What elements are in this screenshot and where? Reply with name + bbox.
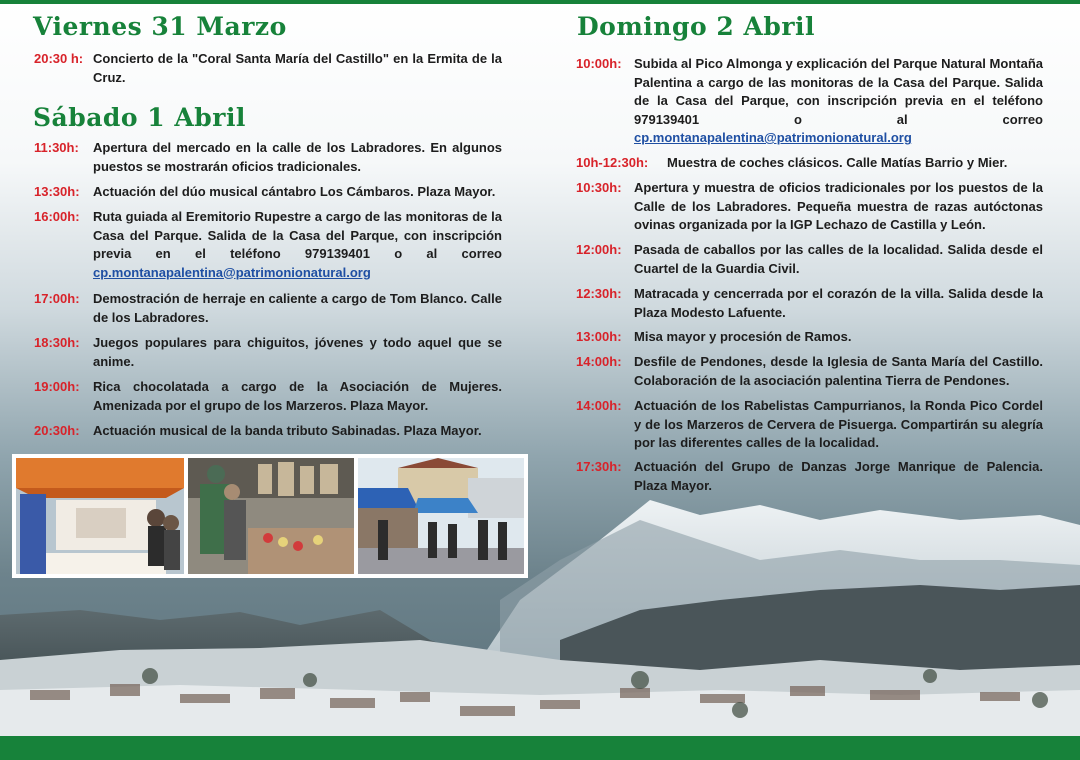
event-description: Ruta guiada al Eremitorio Rupestre a cargo de las monitoras de la Casa del Parque. Salida de la Casa del Parque, con inscripción previa en el teléfono 979139401 o al correo bbox=[93, 209, 502, 261]
day-title-sunday: Domingo 2 Abril bbox=[577, 12, 815, 41]
event-time: 14:00h: bbox=[576, 354, 622, 369]
event-time: 16:00h: bbox=[34, 209, 80, 224]
event-time: 13:30h: bbox=[34, 184, 80, 199]
event-time: 14:00h: bbox=[576, 398, 622, 413]
event-time: 13:00h: bbox=[576, 329, 622, 344]
event-time: 17:00h: bbox=[34, 291, 80, 306]
event-sunday-9 bbox=[576, 458, 1043, 495]
event-description: Apertura del mercado en la calle de los Labradores. En algunos puestos se mostrarán oficios tradicionales. bbox=[93, 140, 502, 174]
event-description: Misa mayor y procesión de Ramos. bbox=[634, 329, 852, 344]
event-description: Desfile de Pendones, desde la Iglesia de Santa María del Castillo. Colaboración de la asociación palentina Tierra de Pendones. bbox=[634, 354, 1043, 388]
event-time: 19:00h: bbox=[34, 379, 80, 394]
event-description: Matracada y cencerrada por el corazón de la villa. Salida desde la Plaza Modesto Lafuente. bbox=[634, 286, 1043, 320]
event-time: 20:30 h: bbox=[34, 51, 84, 66]
event-time: 18:30h: bbox=[34, 335, 80, 350]
event-description: Demostración de herraje en caliente a cargo de Tom Blanco. Calle de los Labradores. bbox=[93, 291, 502, 325]
event-description: Actuación del Grupo de Danzas Jorge Manrique de Palencia. Plaza Mayor. bbox=[634, 459, 1043, 493]
event-description: Rica chocolatada a cargo de la Asociación de Mujeres. Amenizada por el grupo de los Marzeros. Plaza Mayor. bbox=[93, 379, 502, 413]
email-link[interactable]: cp.montanapalentina@patrimonionatural.org bbox=[93, 264, 371, 280]
bottom-green-band bbox=[0, 736, 1080, 760]
photo-strip bbox=[12, 454, 528, 578]
event-time: 11:30h: bbox=[34, 140, 79, 155]
event-description: Apertura y muestra de oficios tradicionales por los puestos de la Calle de los Labradores. Pequeña muestra de razas autóctonas ovinas organizada por la IGP Lechazo de Castilla y León. bbox=[634, 180, 1043, 232]
event-description: Pasada de caballos por las calles de la localidad. Salida desde el Cuartel de la Guardia Civil. bbox=[634, 242, 1043, 276]
email-link[interactable]: cp.montanapalentina@patrimonionatural.org bbox=[634, 130, 912, 145]
event-description: Actuación de los Rabelistas Campurrianos, la Ronda Pico Cordel y de los Marzeros de Cervera de Pisuerga. Compartirán su alegría por las diferentes calles de la localidad. bbox=[634, 398, 1043, 450]
event-time: 10h-12:30h: bbox=[576, 155, 649, 170]
event-saturday-1 bbox=[34, 139, 502, 176]
event-time: 12:00h: bbox=[576, 242, 622, 257]
event-description: Muestra de coches clásicos. Calle Matías Barrio y Mier. bbox=[667, 155, 1008, 170]
event-description: Actuación del dúo musical cántabro Los Cámbaros. Plaza Mayor. bbox=[93, 184, 496, 199]
event-sunday-5 bbox=[576, 285, 1043, 322]
event-saturday-6 bbox=[34, 378, 502, 415]
event-sunday-6 bbox=[576, 328, 1043, 347]
event-description: Actuación musical de la banda tributo Sabinadas. Plaza Mayor. bbox=[93, 423, 482, 438]
event-friday-1 bbox=[34, 50, 502, 87]
event-time: 10:30h: bbox=[576, 180, 622, 195]
event-description-block bbox=[634, 55, 1043, 148]
event-time: 20:30h: bbox=[34, 423, 80, 438]
event-description: Juegos populares para chiguitos, jóvenes y todo aquel que se anime. bbox=[93, 335, 502, 369]
market-stall-photo bbox=[16, 458, 184, 574]
event-description: Concierto de la "Coral Santa María del Castillo" en la Ermita de la Cruz. bbox=[93, 51, 502, 85]
event-saturday-2 bbox=[34, 183, 502, 202]
day-title-friday: Viernes 31 Marzo bbox=[33, 12, 287, 41]
event-sunday-7 bbox=[576, 353, 1043, 390]
event-sunday-8 bbox=[576, 397, 1043, 453]
event-sunday-1 bbox=[576, 55, 1043, 147]
event-description: Subida al Pico Almonga y explicación del Parque Natural Montaña Palentina a cargo de las monitoras de la Casa del Parque. Salida de la Casa del Parque, con inscripción previa en el teléfono 979139401 o al correo bbox=[634, 56, 1043, 127]
event-sunday-3 bbox=[576, 179, 1043, 235]
event-time: 17:30h: bbox=[576, 459, 622, 474]
event-saturday-7 bbox=[34, 422, 502, 441]
event-time: 10:00h: bbox=[576, 56, 622, 71]
craft-market-photo bbox=[188, 458, 354, 574]
top-border bbox=[0, 0, 1080, 4]
event-sunday-2 bbox=[576, 154, 1043, 173]
event-saturday-4 bbox=[34, 290, 502, 327]
event-sunday-4 bbox=[576, 241, 1043, 278]
event-saturday-3 bbox=[34, 208, 502, 282]
event-saturday-5 bbox=[34, 334, 502, 371]
street-market-photo bbox=[358, 458, 524, 574]
event-description-block bbox=[93, 208, 502, 282]
day-title-saturday: Sábado 1 Abril bbox=[33, 103, 246, 132]
event-time: 12:30h: bbox=[576, 286, 622, 301]
